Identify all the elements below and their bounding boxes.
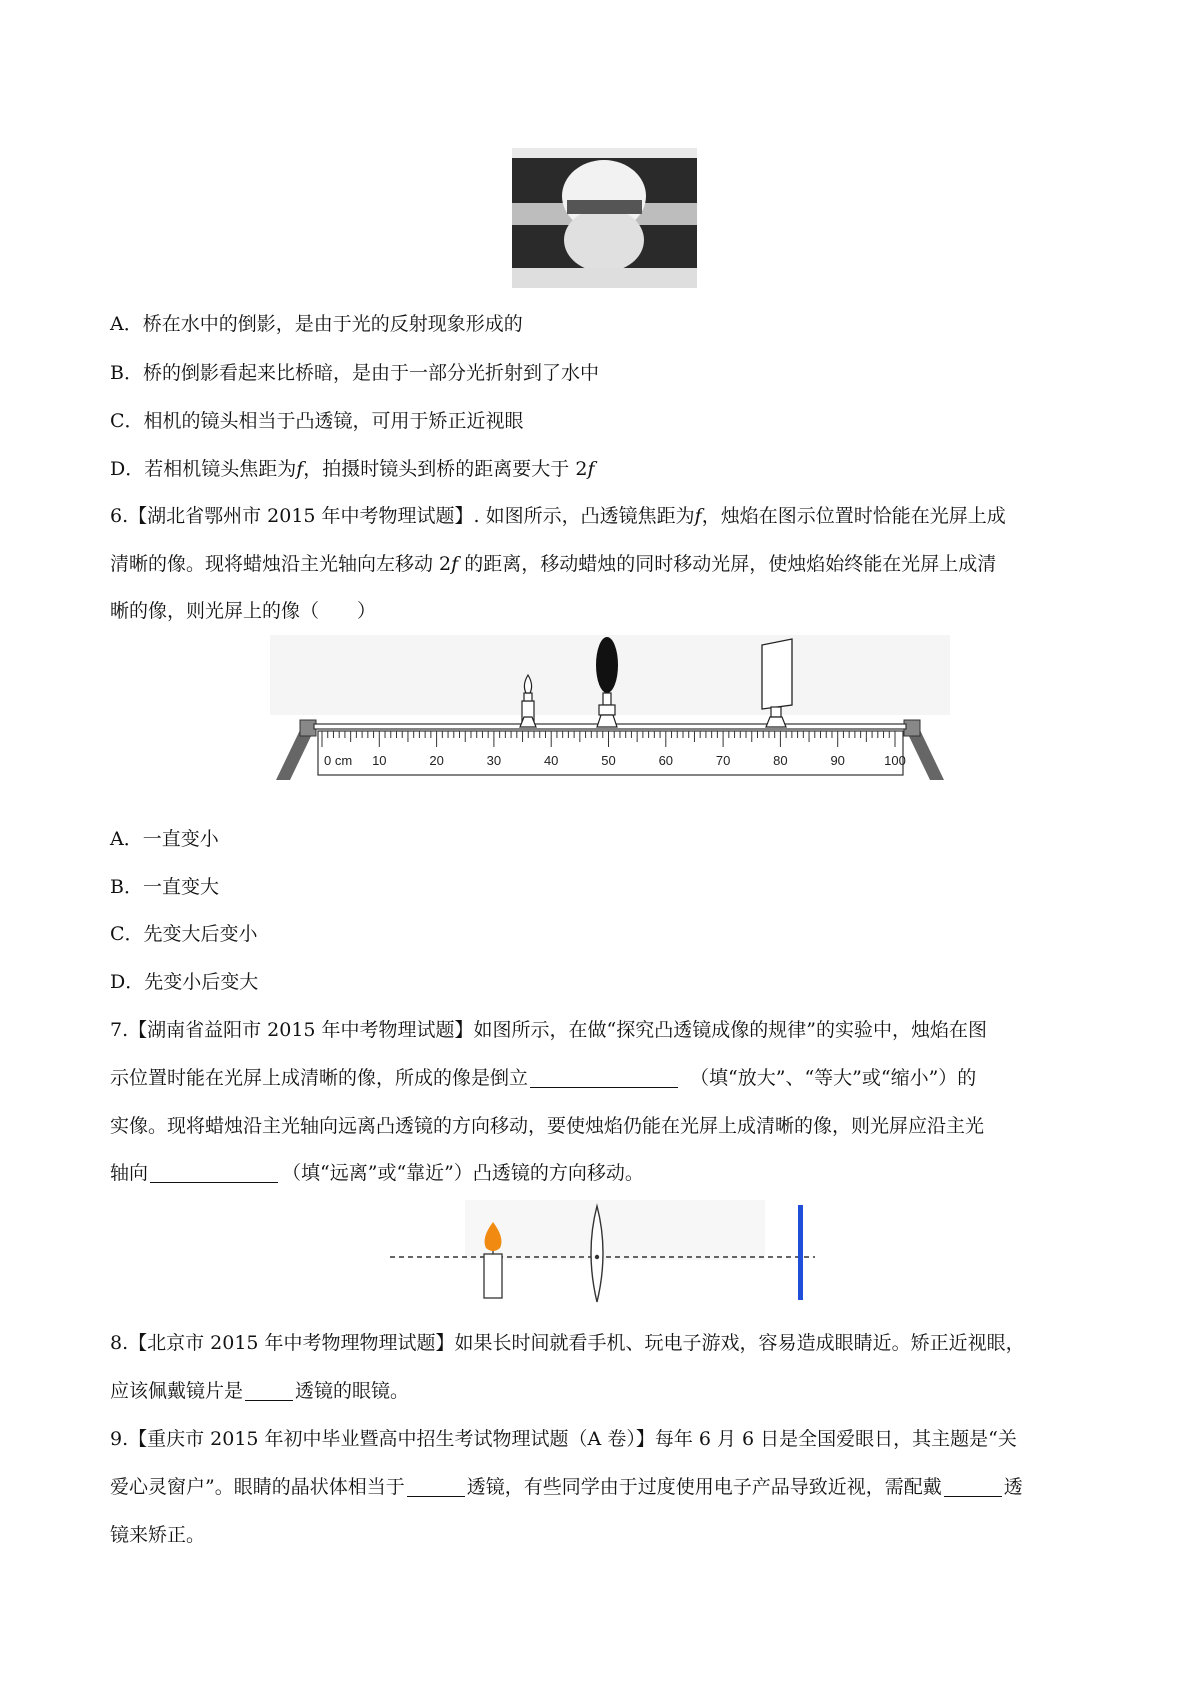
ruler-label: 80 xyxy=(773,753,788,768)
ruler-label: 60 xyxy=(658,753,674,768)
q8-text: 8.【北京市 2015 年中考物理物理试题】如果长时间就看手机、玩电子游戏，容易造成眼睛近。矫正近视眼， xyxy=(110,1332,1025,1354)
answer-blank[interactable] xyxy=(944,1476,1002,1497)
q6-text: 晰的像，则光屏上的像（ ） xyxy=(110,600,377,622)
q5-option-b xyxy=(110,360,599,386)
q6-text: 的距离，移动蜡烛的同时移动光屏，使烛焰始终能在光屏上成清 xyxy=(458,553,997,575)
q7-text: （填“放大”、“等大”或“缩小”）的 xyxy=(690,1067,977,1089)
ruler-label: 50 xyxy=(601,753,616,768)
q8-stem-line-2 xyxy=(110,1378,409,1404)
q9-text: 透 xyxy=(1003,1476,1023,1498)
candle xyxy=(484,1254,502,1298)
q6-stem-line-2 xyxy=(110,551,996,577)
q6-stem-line-1 xyxy=(110,503,1006,529)
q6-text: ，烛焰在图示位置时恰能在光屏上成 xyxy=(701,505,1006,527)
ruler-label: 20 xyxy=(429,753,444,768)
ruler-label: 70 xyxy=(715,753,731,768)
q6-option-b xyxy=(110,874,219,900)
ruler-label: 90 xyxy=(830,753,845,768)
option-letter: D． xyxy=(110,458,145,480)
light-screen xyxy=(798,1205,803,1300)
answer-blank[interactable] xyxy=(150,1162,278,1183)
q8-text: 应该佩戴镜片是 xyxy=(110,1380,244,1402)
focal-symbol: f xyxy=(296,458,304,480)
option-text: 桥在水中的倒影，是由于光的反射现象形成的 xyxy=(142,313,523,335)
option-text: 先变大后变小 xyxy=(143,923,258,945)
convex-lens xyxy=(596,637,618,727)
option-letter: A． xyxy=(110,313,143,335)
q7-text: 示位置时能在光屏上成清晰的像，所成的像是倒立 xyxy=(110,1067,529,1089)
ruler-label: 0 cm xyxy=(324,753,353,768)
q9-text: 镜来矫正。 xyxy=(110,1524,206,1546)
q7-text: 实像。现将蜡烛沿主光轴向远离凸透镜的方向移动，要使烛焰仍能在光屏上成清晰的像，则光屏应沿主光 xyxy=(110,1115,985,1137)
answer-blank[interactable] xyxy=(245,1380,293,1401)
ruler-label: 40 xyxy=(543,753,559,768)
q9-stem-line-1 xyxy=(110,1426,1017,1452)
option-text: 先变小后变大 xyxy=(144,971,259,993)
q8-stem-line-1 xyxy=(110,1330,1025,1356)
q7-text: 7.【湖南省益阳市 2015 年中考物理试题】如图所示，在做“探究凸透镜成像的规律”的实验中，烛焰在图 xyxy=(110,1019,987,1041)
option-letter: A． xyxy=(110,828,143,850)
answer-blank[interactable] xyxy=(407,1476,465,1497)
bridge-reflection-photo xyxy=(512,148,697,288)
q6-stem-line-3 xyxy=(110,598,376,624)
ruler-label: 100 xyxy=(884,753,906,768)
q7-text: 轴向 xyxy=(110,1162,149,1184)
q7-stem-line-4 xyxy=(110,1160,644,1186)
optical-bench-figure xyxy=(270,635,950,787)
option-letter: C． xyxy=(110,410,144,432)
q9-text: 9.【重庆市 2015 年初中毕业暨高中招生考试物理试题（A 卷）】每年 6 月 6 日是全国爱眼日，其主题是“关 xyxy=(110,1428,1017,1450)
q6-option-d xyxy=(110,969,258,995)
option-letter: B． xyxy=(110,876,143,898)
q6-text: 6.【湖北省鄂州市 2015 年中考物理试题】. 如图所示，凸透镜焦距为 xyxy=(110,505,695,527)
option-letter: B． xyxy=(110,362,143,384)
q9-stem-line-3 xyxy=(110,1522,205,1548)
q7-stem-line-1 xyxy=(110,1017,987,1043)
option-text: ，拍摄时镜头到桥的距离要大于 2 xyxy=(303,458,588,480)
option-text: 相机的镜头相当于凸透镜，可用于矫正近视眼 xyxy=(143,410,524,432)
ruler-label: 30 xyxy=(486,753,502,768)
q9-text: 爱心灵窗户”。眼睛的晶状体相当于 xyxy=(110,1476,405,1498)
option-text: 桥的倒影看起来比桥暗，是由于一部分光折射到了水中 xyxy=(142,362,599,384)
q9-stem-line-2 xyxy=(110,1474,1023,1500)
q7-stem-line-3 xyxy=(110,1113,984,1139)
q7-text: （填“远离”或“靠近”）凸透镜的方向移动。 xyxy=(282,1162,644,1184)
lens-experiment-figure xyxy=(385,1200,825,1310)
ruler-label: 10 xyxy=(372,753,387,768)
q5-option-d xyxy=(110,456,594,482)
q6-option-c xyxy=(110,921,258,947)
q7-stem-line-2 xyxy=(110,1065,976,1091)
option-text: 一直变小 xyxy=(142,828,219,850)
focal-symbol: f xyxy=(694,505,702,527)
answer-blank[interactable] xyxy=(530,1067,678,1088)
focal-symbol: f xyxy=(451,553,459,575)
option-letter: D． xyxy=(110,971,145,993)
q5-option-a xyxy=(110,311,523,337)
focal-symbol: f xyxy=(587,458,595,480)
q8-text: 透镜的眼镜。 xyxy=(295,1380,410,1402)
option-text: 若相机镜头焦距为 xyxy=(144,458,297,480)
q6-text: 清晰的像。现将蜡烛沿主光轴向左移动 2 xyxy=(110,553,452,575)
q6-option-a xyxy=(110,826,219,852)
option-letter: C． xyxy=(110,923,144,945)
option-text: 一直变大 xyxy=(142,876,219,898)
q5-option-c xyxy=(110,408,524,434)
q9-text: 透镜，有些同学由于过度使用电子产品导致近视，需配戴 xyxy=(466,1476,942,1498)
